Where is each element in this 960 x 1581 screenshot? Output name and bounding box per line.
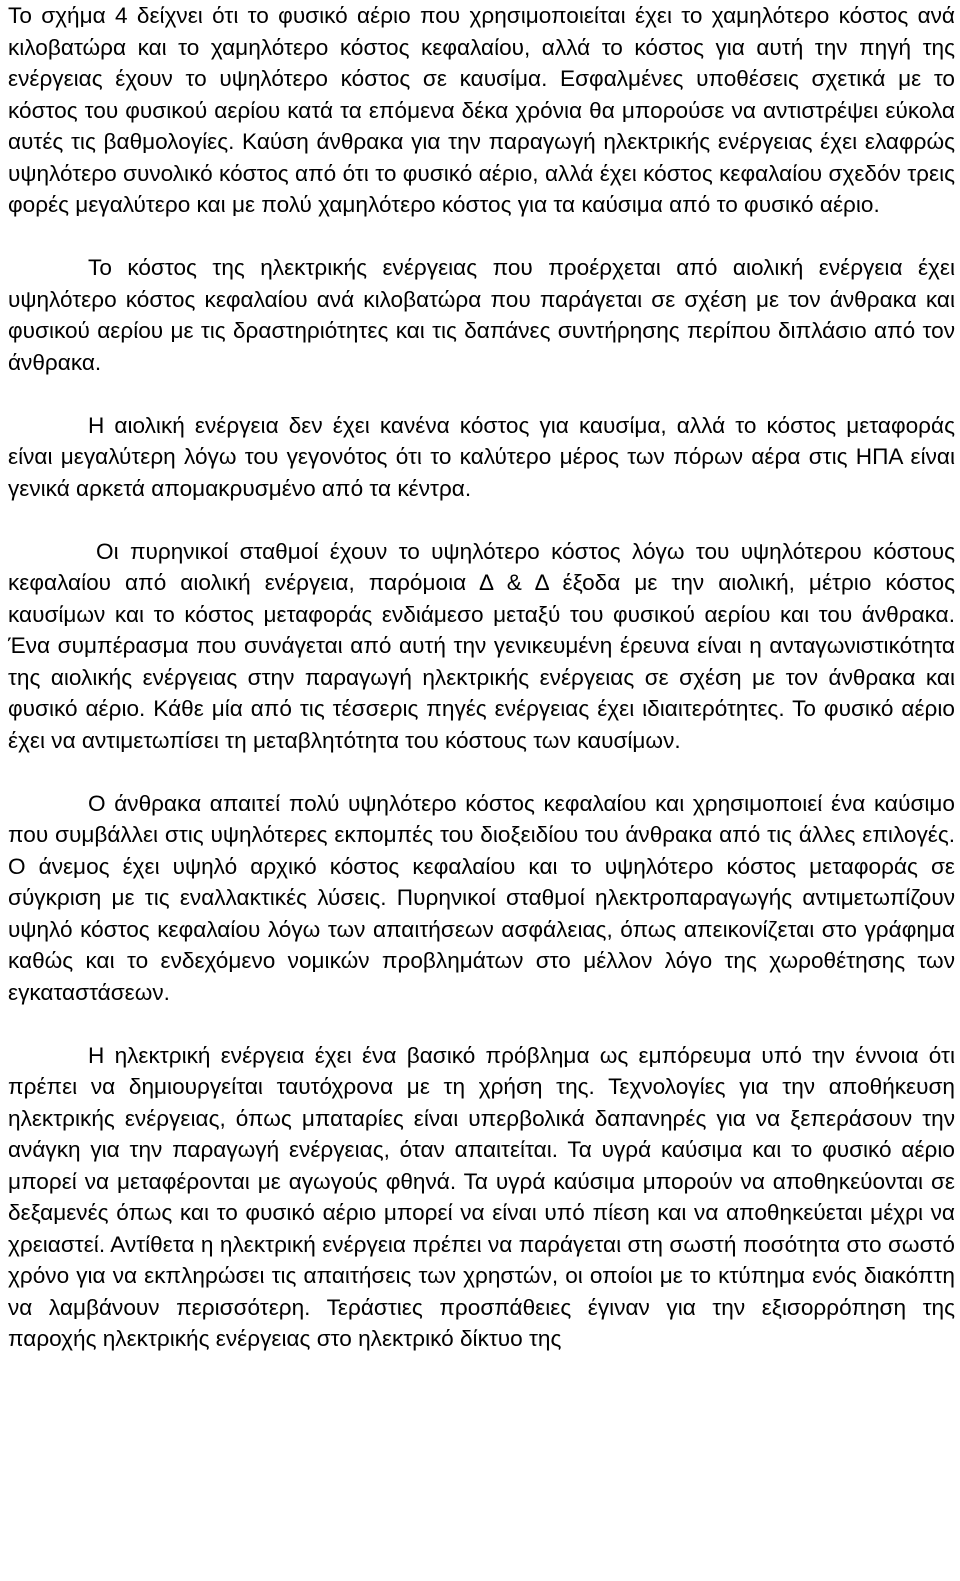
paragraph-nuclear-costs: Οι πυρηνικοί σταθμοί έχουν το υψηλότερο κόστος λόγω του υψηλότερου κόστους κεφαλαίου από αιολική ενέργεια, παρόμοια Δ & Δ έξοδα με την αιολική, μέτριο κόστος καυσίμων και το κόστος μεταφοράς ενδιάμεσο μεταξύ του φυσικού αερίου και του άνθρακα. Ένα συμπέρασμα που συνάγεται από αυτή την γενικευμένη έρευνα είναι η ανταγωνιστικότητα της αιολικής ενέργειας στην παραγωγή ηλεκτρικής ενέργειας σε σχέση με τον άνθρακα και φυσικό αέριο. Κάθε μία από τις τέσσερις πηγές ενέργειας έχει ιδιαιτερότητες. Το φυσικό αέριο έχει να αντιμετωπίσει τη μεταβλητότητα του κόστους των καυσίμων. <box>8 538 955 753</box>
paragraph-spacer <box>8 504 955 536</box>
paragraph-natural-gas-costs: Το σχήμα 4 δείχνει ότι το φυσικό αέριο που χρησιμοποιείται έχει το χαμηλότερο κόστος ανά κιλοβατώρα και το χαμηλότερο κόστος κεφαλαίου, αλλά το κόστος για αυτή την πηγή της ενέργειας έχουν το υψηλότερο κόστος σε καυσίμα. Εσφαλμένες υποθέσεις σχετικά με το κόστος του φυσικού αερίου κατά τα επόμενα δέκα χρόνια θα μπορούσε να αντιστρέψει εύκολα αυτές τις βαθμολογίες. Καύση άνθρακα για την παραγωγή ηλεκτρικής ενέργειας έχει ελαφρώς υψηλότερο συνολικό κόστος από ότι το φυσικό αέριο, αλλά έχει κόστος κεφαλαίου σχεδόν τρεις φορές μεγαλύτερο και με πολύ χαμηλότερο κόστος για τα καύσιμα από το φυσικό αέριο. <box>8 3 955 217</box>
paragraph-coal-wind-nuclear: Ο άνθρακα απαιτεί πολύ υψηλότερο κόστος κεφαλαίου και χρησιμοποιεί ένα καύσιμο που συμβάλλει στις υψηλότερες εκπομπές του διοξειδίου του άνθρακα από τις άλλες επιλογές. Ο άνεμος έχει υψηλό αρχικό κόστος κεφαλαίου και το υψηλότερο κόστος μεταφοράς σε σύγκριση με τις εναλλακτικές λύσεις. Πυρηνικοί σταθμοί ηλεκτροπαραγωγής αντιμετωπίζουν υψηλό κόστος κεφαλαίου λόγω των απαιτήσεων ασφάλειας, όπως απεικονίζεται στο γράφημα καθώς και το ενδεχόμενο νομικών προβλημάτων στο μέλλον λόγο της χωροθέτησης των εγκαταστάσεων. <box>8 790 955 1005</box>
paragraph-spacer <box>8 378 955 410</box>
paragraph-wind-transport-cost: Η αιολική ενέργεια δεν έχει κανένα κόστος για καυσίμα, αλλά το κόστος μεταφοράς είναι μεγαλύτερη λόγω του γεγονότος ότι το καλύτερο μέρος των πόρων αέρα στις ΗΠΑ είναι γενικά αρκετά απομακρυσμένο από τα κέντρα. <box>8 412 955 501</box>
paragraph-spacer <box>8 756 955 788</box>
paragraph-spacer <box>8 1008 955 1040</box>
paragraph-electricity-storage: Η ηλεκτρική ενέργεια έχει ένα βασικό πρόβλημα ως εμπόρευμα υπό την έννοια ότι πρέπει να δημιουργείται ταυτόχρονα με τη χρήση της. Τεχνολογίες για την αποθήκευση ηλεκτρικής ενέργειας, όπως μπαταρίες είναι υπερβολικά δαπανηρές για να ξεπεράσουν την ανάγκη για την παραγωγή ενέργειας, όταν απαιτείται. Τα υγρά καύσιμα και το φυσικό αέριο μπορεί να μεταφέρονται με αγωγούς φθηνά. Τα υγρά καύσιμα μπορούν να αποθηκεύονται σε δεξαμενές όπως και το φυσικό αέριο μπορεί να είναι υπό πίεση και να αποθηκεύεται μέχρι να χρειαστεί. Αντίθετα η ηλεκτρική ενέργεια πρέπει να παράγεται στη σωστή ποσότητα στο σωστό χρόνο για να εκπληρώσει τις απαιτήσεις των χρηστών, οι οποίοι με το κτύπημα ενός διακόπτη να λαμβάνουν περισσότερη. Τεράστιες προσπάθειες έγιναν για την εξισορρόπηση της παροχής ηλεκτρικής ενέργειας στο ηλεκτρικό δίκτυο της <box>8 1042 955 1351</box>
document-page <box>8 0 955 1355</box>
paragraph-spacer <box>8 221 955 253</box>
paragraph-wind-capital-cost: Το κόστος της ηλεκτρικής ενέργειας που προέρχεται από αιολική ενέργεια έχει υψηλότερο κόστος κεφαλαίου ανά κιλοβατώρα που παράγεται σε σχέση με τον άνθρακα και φυσικού αερίου με τις δραστηριότητες και τις δαπάνες συντήρησης περίπου διπλάσιο από τον άνθρακα. <box>8 255 955 375</box>
